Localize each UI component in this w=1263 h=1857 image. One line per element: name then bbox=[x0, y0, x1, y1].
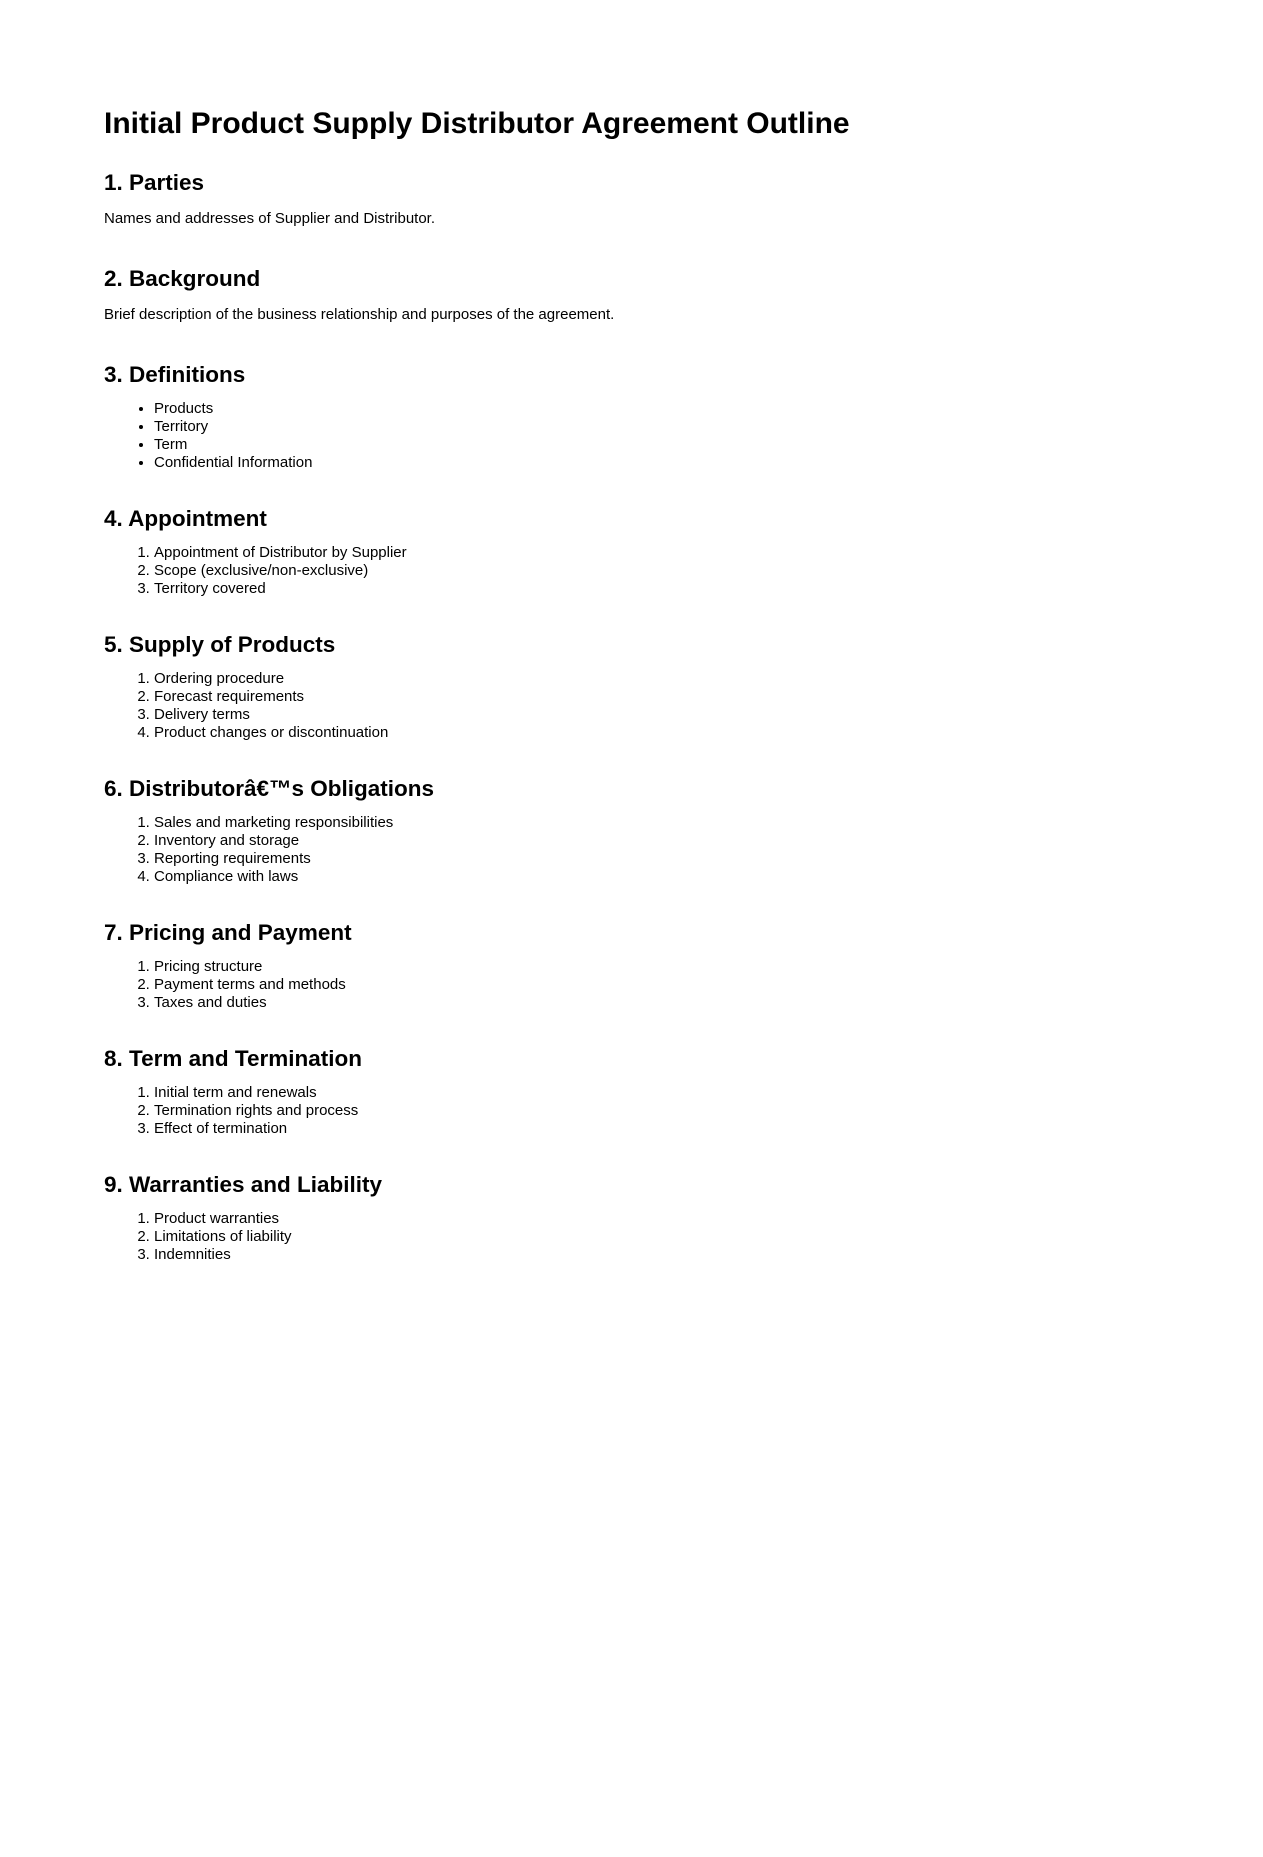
list-item: • Confidential Information bbox=[154, 454, 1263, 472]
section-heading: 1. Parties bbox=[104, 170, 205, 195]
list-item: 3. Territory covered bbox=[154, 580, 1263, 598]
section-background bbox=[104, 265, 1263, 324]
list-item: 3. Indemnities bbox=[154, 1246, 1263, 1264]
section-definitions bbox=[104, 361, 1263, 472]
section-heading: 7. Pricing and Payment bbox=[104, 920, 352, 945]
section-heading: 4. Appointment bbox=[104, 506, 267, 531]
section-distributor-obligations bbox=[104, 775, 1263, 886]
list-item: 1. Appointment of Distributor by Supplier bbox=[154, 544, 1263, 562]
list-item: 1. Ordering procedure bbox=[154, 670, 1263, 688]
section-term-and-termination bbox=[104, 1045, 1263, 1138]
list-item: 1. Sales and marketing responsibilities bbox=[154, 814, 1263, 832]
numbered-list bbox=[104, 670, 1263, 742]
section-pricing-and-payment bbox=[104, 919, 1263, 1012]
list-item: 2. Scope (exclusive/non-exclusive) bbox=[154, 562, 1263, 580]
list-item: 2. Payment terms and methods bbox=[154, 976, 1263, 994]
list-item: 3. Delivery terms bbox=[154, 706, 1263, 724]
section-heading: 3. Definitions bbox=[104, 362, 246, 387]
list-item: 4. Product changes or discontinuation bbox=[154, 724, 1263, 742]
section-appointment bbox=[104, 505, 1263, 598]
numbered-list bbox=[104, 1210, 1263, 1264]
section-heading: 6. Distributorâ€™s Obligations bbox=[104, 776, 435, 801]
list-item: • Territory bbox=[154, 418, 1263, 436]
list-item: • Products bbox=[154, 400, 1263, 418]
list-item: 4. Compliance with laws bbox=[154, 868, 1263, 886]
section-parties bbox=[104, 169, 1263, 228]
list-item: 3. Effect of termination bbox=[154, 1120, 1263, 1138]
list-item: 2. Inventory and storage bbox=[154, 832, 1263, 850]
list-item: 3. Reporting requirements bbox=[154, 850, 1263, 868]
list-item: 3. Taxes and duties bbox=[154, 994, 1263, 1012]
document-title: Initial Product Supply Distributor Agreement Outline bbox=[104, 107, 850, 140]
list-item: 1. Pricing structure bbox=[154, 958, 1263, 976]
list-item: • Term bbox=[154, 436, 1263, 454]
section-heading: 2. Background bbox=[104, 266, 261, 291]
section-supply-of-products bbox=[104, 631, 1263, 742]
numbered-list bbox=[104, 814, 1263, 886]
numbered-list bbox=[104, 1084, 1263, 1138]
list-item: 2. Termination rights and process bbox=[154, 1102, 1263, 1120]
bulleted-list bbox=[104, 400, 1263, 472]
numbered-list bbox=[104, 544, 1263, 598]
section-heading: 5. Supply of Products bbox=[104, 632, 336, 657]
section-text: Brief description of the business relationship and purposes of the agreement. bbox=[104, 306, 615, 323]
section-heading: 8. Term and Termination bbox=[104, 1046, 362, 1071]
section-heading: 9. Warranties and Liability bbox=[104, 1172, 382, 1197]
section-text: Names and addresses of Supplier and Distributor. bbox=[104, 210, 436, 227]
list-item: 1. Product warranties bbox=[154, 1210, 1263, 1228]
list-item: 2. Forecast requirements bbox=[154, 688, 1263, 706]
list-item: 1. Initial term and renewals bbox=[154, 1084, 1263, 1102]
list-item: 2. Limitations of liability bbox=[154, 1228, 1263, 1246]
section-warranties-and-liability bbox=[104, 1171, 1263, 1264]
numbered-list bbox=[104, 958, 1263, 1012]
